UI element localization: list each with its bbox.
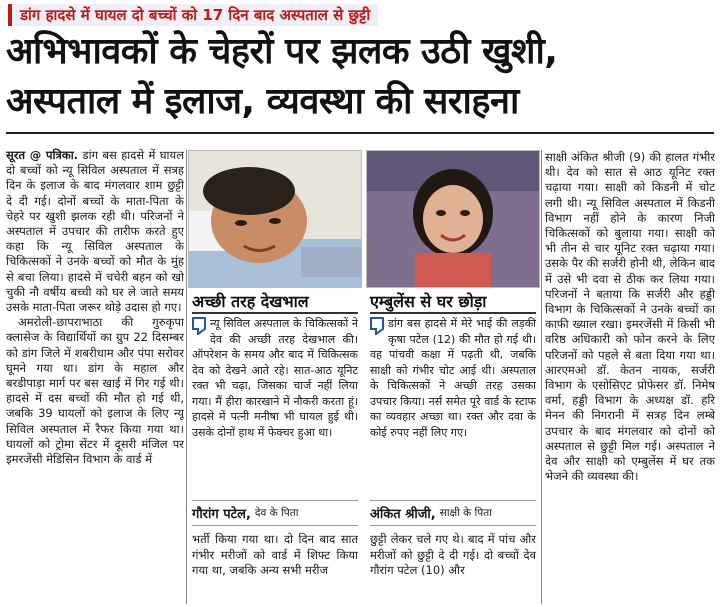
- quote-father-dev: [192, 316, 358, 494]
- byline-name: अंकित श्रीजी,: [370, 507, 436, 522]
- photo-girl-illustration: [367, 151, 539, 287]
- quote-text: न्यू सिविल अस्पताल के चिकित्सकों ने देव की अच्छी तरह देखभाल की। ऑपरेशन के समय और बाद में चिकित्सक देव को देखने आते रहे। सात-आठ यूनिट रक्त भी चढ़ा, जिसका चार्ज नहीं लिया गया। मैं हीरा कारखाने में नौकरी करता हूं। हादसे में पत्नी मनीषा भी घायल हुई थी। उसके दोनों हाथ में फेक्चर हुआ था।: [192, 317, 358, 439]
- photo-injured-boy: [188, 150, 362, 288]
- headline-line-1: अभिभावकों के चेहरों पर झलक उठी खुशी,: [6, 31, 558, 72]
- quote-father-sakshi: [370, 316, 536, 494]
- kicker-strap: [8, 4, 378, 26]
- photo-boy-illustration: [189, 151, 361, 287]
- continued-text-2: छुट्टी लेकर चले गए थे। बाद में पांच और मरीजों को छुट्टी दे दी गई। दो बच्चों देव गौरांग पटेल (10) और: [370, 532, 536, 577]
- column-divider: [541, 150, 542, 604]
- byline-name: गौरांग पटेल,: [192, 507, 251, 522]
- headline-line-2: अस्पताल में इलाज, व्यवस्था की सराहना: [6, 81, 519, 122]
- column-1-lead-text: डांग बस हादसे में घायल दो बच्चों को न्यू सिविल अस्पताल में सत्रह दिन के इलाज के बाद मंगलवार शाम छुट्टी दे दी गई। दोनों बच्चों के माता-पिता के चेहरे पर खुशी झलक रही थी। परिजनों ने अस्पताल में उपचार की तारीफ करते हुए कहा कि न्यू सिविल अस्पताल के चिकित्सकों ने उनके बच्चों को मौत के मुंह से बचा लिया। हादसे में चचेरी बहन को खो चुकी नौ वर्षीय बच्ची को घर ले जाते समय उसके माता-पिता जरूर थोड़े उदास हो गए।: [6, 148, 184, 315]
- column-4-text: साक्षी अंकित श्रीजी (9) की हालत गंभीर थी। देव को सात से आठ यूनिट रक्त चढ़ाया गया। साक्षी को किडनी में चोट लगी थी। न्यू सिविल अस्पताल में किडनी विभाग नहीं होने के कारण निजी चिकित्सकों को बुलाया गया। साक्षी को भी तीन से चार यूनिट रक्त चढ़ाया गया। उसके पैर की सर्जरी होनी थी, लेकिन बाद में उसे भी दवा से ठीक कर लिया गया। परिजनों ने बताया कि सर्जरी और हड्डी विभाग के चिकित्सकों ने उनके बच्चों का काफी ख्याल रखा। इमरजेंसी में किसी भी वरिष्ठ अधिकारी को फोन करने के लिए परिजनों को पहले से बता दिया गया था। आरएमओ डॉ. केतन नायक, सर्जरी विभाग के एसोसिएट प्रोफेसर डॉ. निमेष वर्मा, हड्डी विभाग के अध्यक्ष डॉ. हरि मेनन की निगरानी में सत्रह दिन लम्बे उपचार के बाद मंगलवार को दोनों को अस्पताल से छुट्टी मिल गई। अस्पताल ने देव और साक्षी को एम्बुलेंस में घर तक भेजने की व्यवस्था की।: [545, 150, 715, 484]
- article-column-4: [545, 150, 715, 602]
- column-1-paragraph-2: अमरोली-छापराभाठा की गुरुकृपा क्लासेज के विद्यार्थियों का ग्रुप 22 दिसम्बर को डांग जिले में शबरीधाम और पंपा सरोवर घूमने गया था। डांग के महाल और बरडीपाड़ा मार्ग पर बस खाई में गिर गई थी। हादसे में दस बच्चों की मौत हो गई थी, जबकि 39 घायलों को इलाज के लिए न्यू सिविल अस्पताल में रैफर किया गया था। घायलों को ट्रोमा सेंटर में दूसरी मंजिल पर इमरजेंसी मेडिसिन विभाग के वार्ड में: [6, 315, 184, 467]
- headline-rule: [6, 132, 714, 134]
- photo-injured-girl: [366, 150, 540, 288]
- byline-role: देव के पिता: [254, 507, 299, 519]
- column-1-paragraph-1: [6, 148, 184, 315]
- quote-mark-icon: [192, 317, 206, 335]
- article-column-1: [6, 148, 184, 603]
- byline-ankit: [370, 500, 536, 526]
- kicker-text: डांग हादसे में घायल दो बच्चों को 17 दिन बाद अस्पताल से छुट्टी: [20, 6, 371, 24]
- continued-text-1: भर्ती किया गया था। दो दिन बाद सात गंभीर मरीजों को वार्ड में शिफ्ट किया गया था, जबकि अन्य सभी मरीज: [192, 532, 358, 577]
- quote-mark-icon: [370, 317, 384, 335]
- column-divider: [186, 150, 187, 604]
- subhead-care: अच्छी तरह देखभाल: [192, 290, 358, 314]
- dateline: सूरत @ पत्रिका.: [6, 148, 79, 162]
- byline-role: साक्षी के पिता: [439, 507, 492, 519]
- byline-gaurang: [192, 500, 358, 526]
- quote-text: डांग बस हादसे में मेरे भाई की लड़की कृषा पटेल (12) की मौत हो गई थी। वह पांचवी कक्षा में पढ़ती थी, जबकि साक्षी को गंभीर चोट आई थी। अस्पताल के चिकित्सकों ने अच्छी तरह उसका उपचार किया। नर्स समेत पूरे वार्ड के स्टाफ का व्यवहार अच्छा था। रक्त और दवा के कोई रुपए नहीं लिए गए।: [370, 317, 536, 439]
- subhead-ambulance: एम्बुलेंस से घर छोड़ा: [370, 290, 536, 314]
